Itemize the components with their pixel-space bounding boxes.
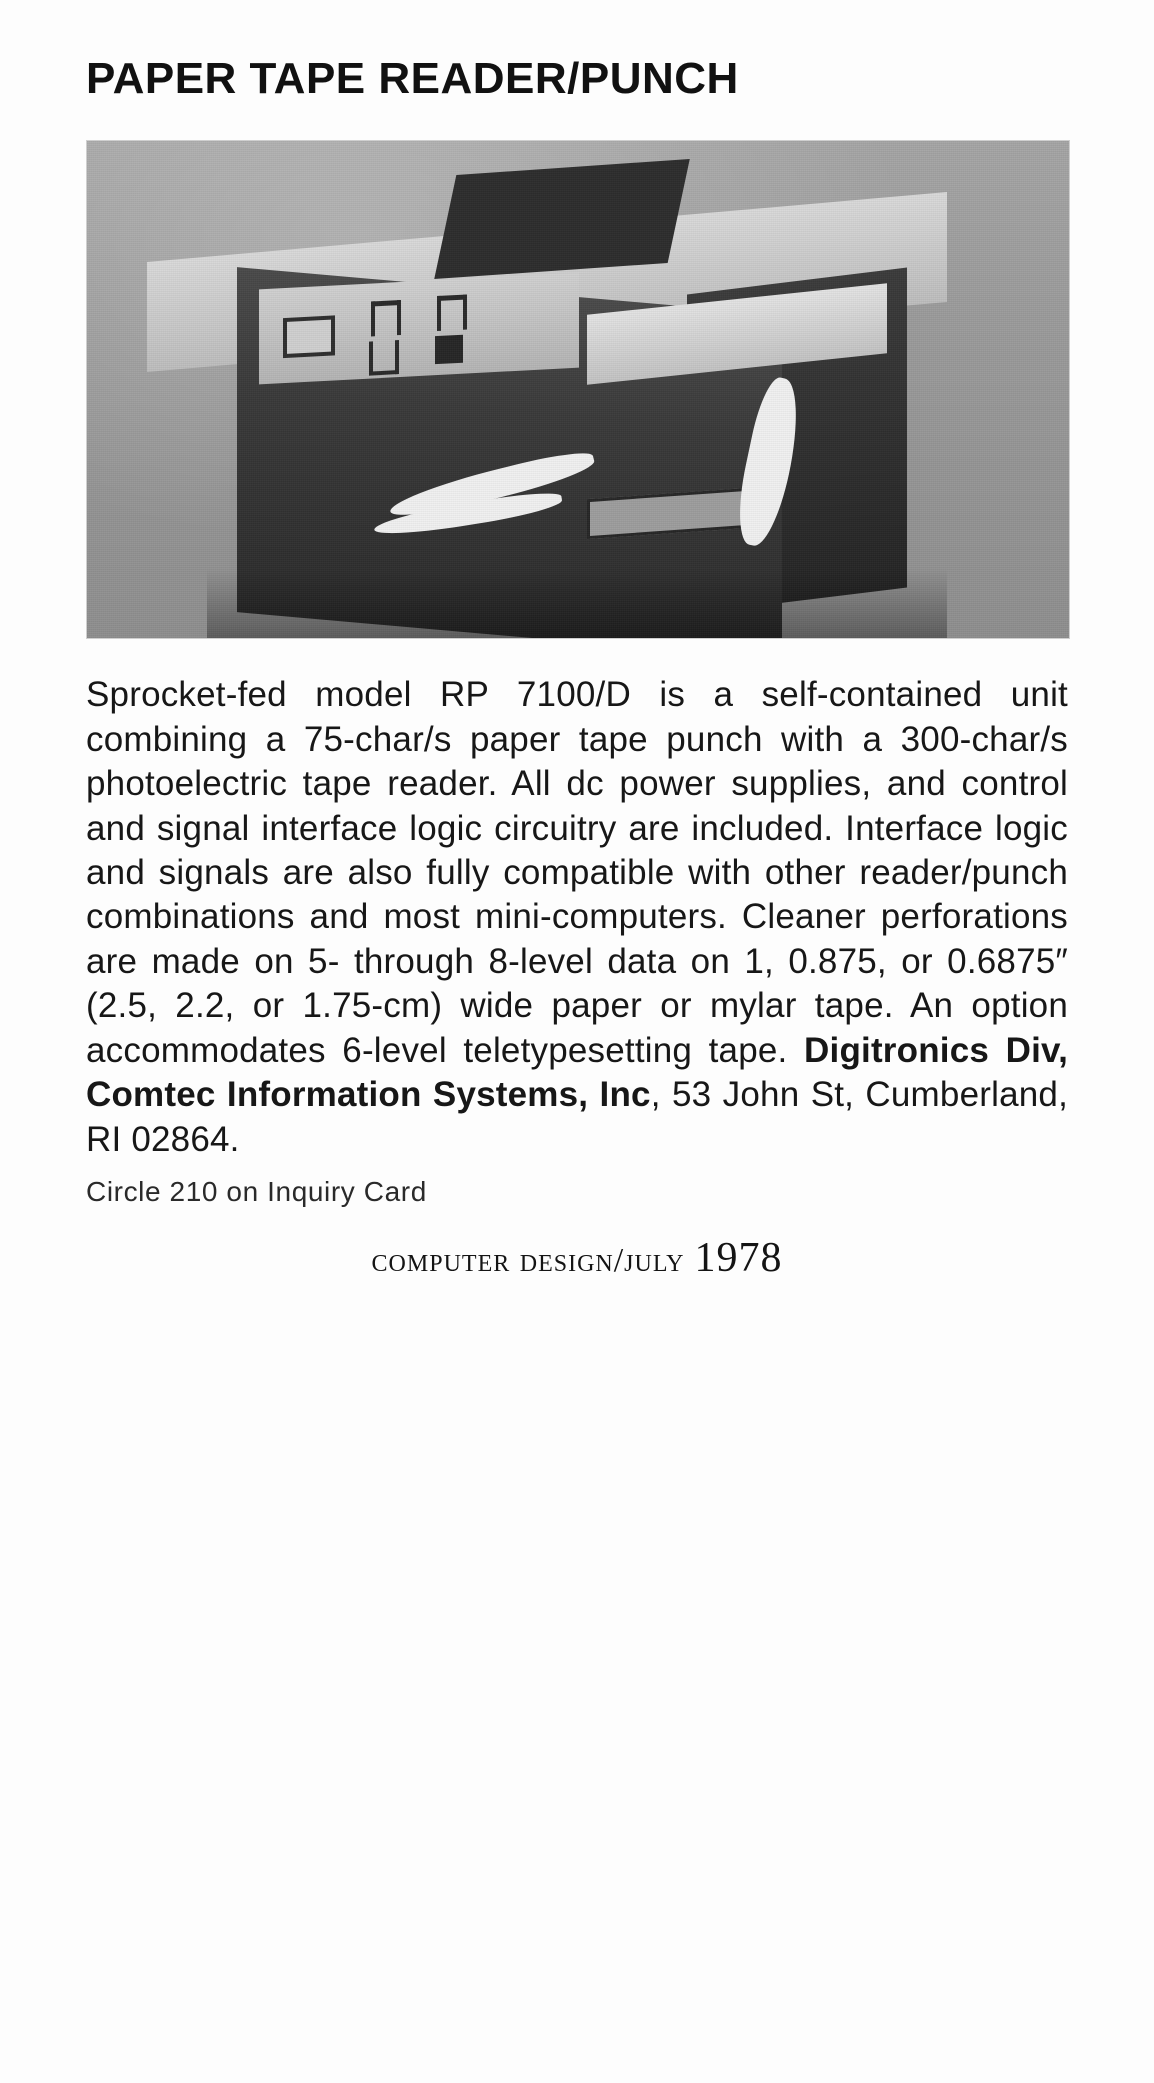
inquiry-card-line: Circle 210 on Inquiry Card: [86, 1176, 427, 1207]
body-text-part1: Sprocket-fed model RP 7100/D is a self-contained unit combining a 75-char/s paper tape punch with a 300-char/s photoelectric tape reader. All dc power supplies, and control and signal interface logic circuitry are included. Interface logic and signals are also fully compatible with other reader/punch combinations and most mini-computers. Cleaner perforations are made on 5- through 8-level data on 1, 0.875, or 0.6875″ (2.5, 2.2, or 1.75-cm) wide paper or mylar tape. An option accommodates 6-level teletypesetting tape.: [86, 675, 1068, 1070]
article-body: [86, 673, 1068, 1162]
body-text-main: [86, 675, 1068, 1070]
footer-year: 1978: [694, 1235, 783, 1281]
page-footer: [86, 1234, 1068, 1282]
page-title: PAPER TAPE READER/PUNCH: [86, 54, 739, 103]
company-address: , 53 John St, Cumberland, RI 02864.: [86, 1075, 1068, 1159]
footer-publication: computer design/july: [371, 1242, 685, 1279]
company-name: Digitronics Div, Comtec Information Systems, Inc: [86, 1030, 1068, 1115]
product-photo: [86, 140, 1070, 639]
photo-grain-texture: [87, 141, 1069, 638]
